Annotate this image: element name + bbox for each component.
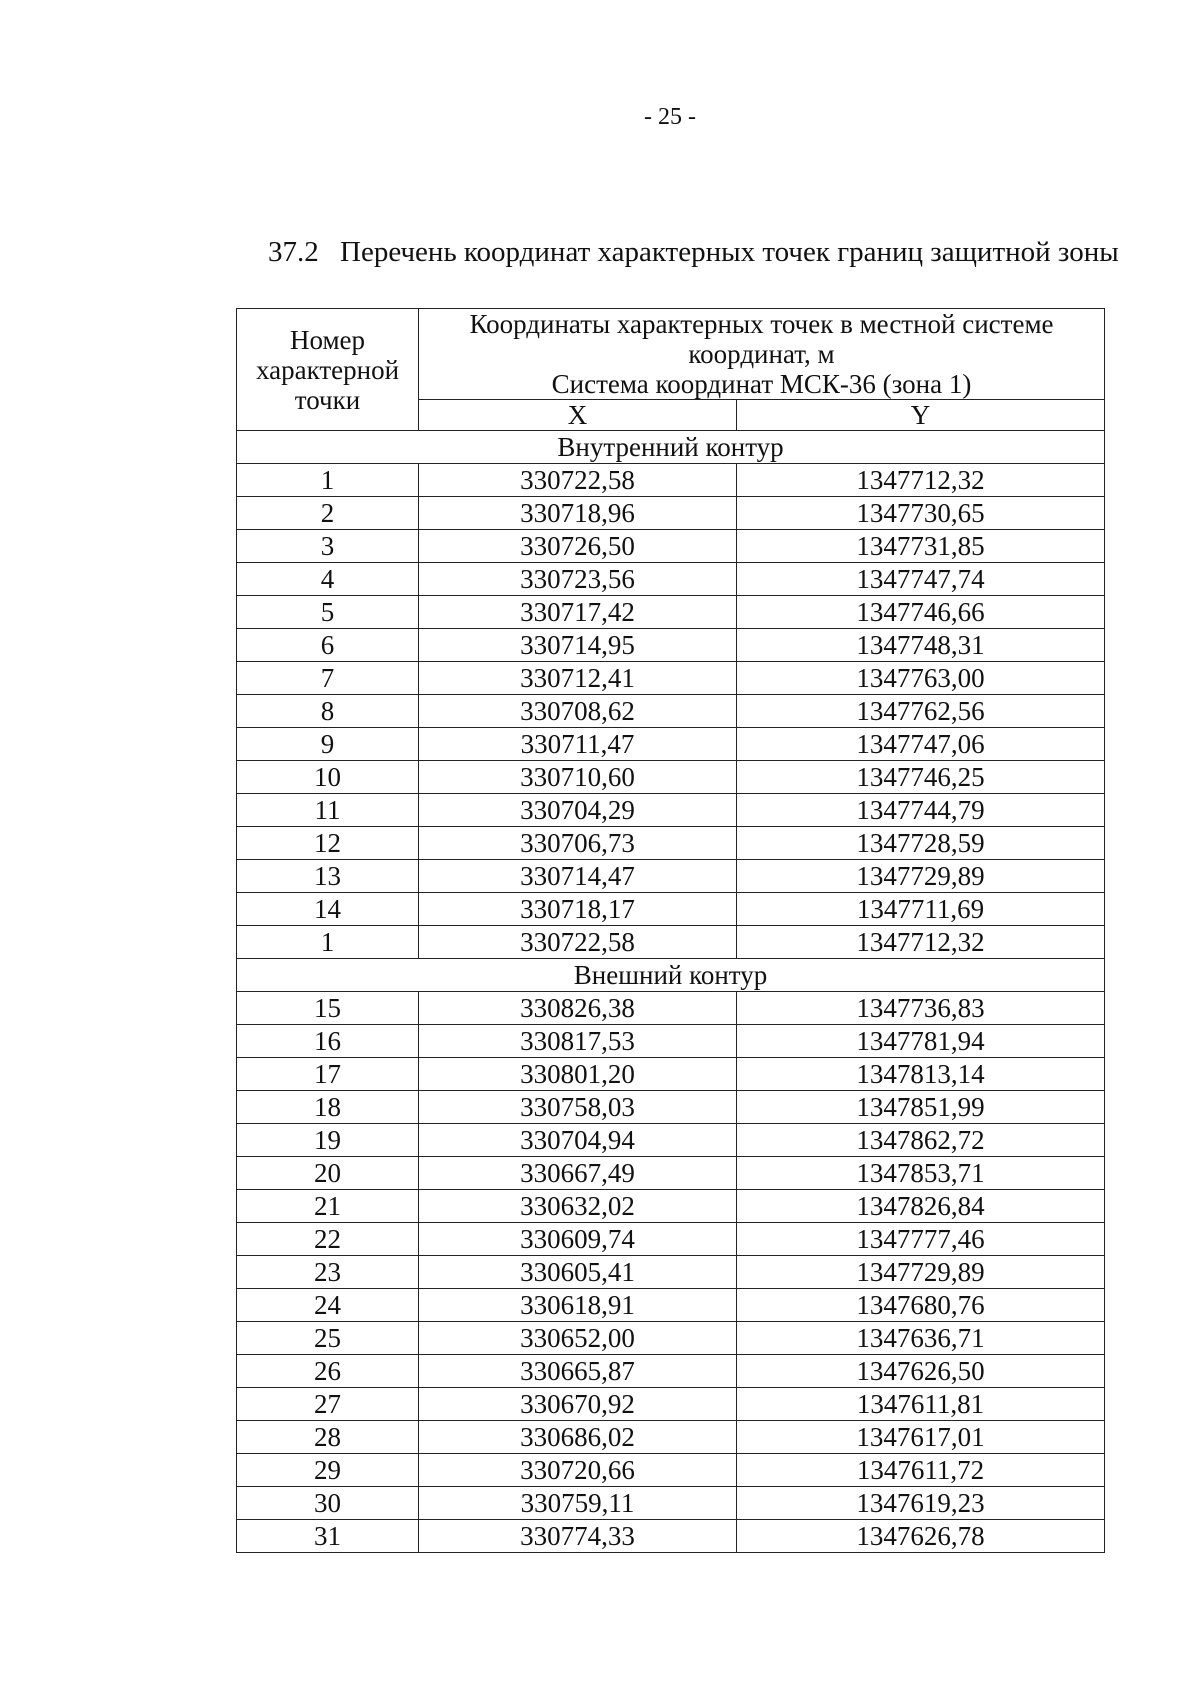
header-y: Y [737,400,1105,431]
table-row [237,1025,1105,1058]
y-coordinate-cell: 1347762,56 [737,695,1105,728]
table-row [237,1487,1105,1520]
table-row [237,1421,1105,1454]
table-row [237,860,1105,893]
y-coordinate-cell: 1347862,72 [737,1124,1105,1157]
point-number-cell: 5 [237,596,419,629]
y-coordinate-cell: 1347712,32 [737,464,1105,497]
y-coordinate-cell: 1347826,84 [737,1190,1105,1223]
y-coordinate-cell: 1347777,46 [737,1223,1105,1256]
header-coords-title-line: координат, м [688,339,835,369]
y-coordinate-cell: 1347853,71 [737,1157,1105,1190]
point-number-cell: 27 [237,1388,419,1421]
table-row [237,992,1105,1025]
y-coordinate-cell: 1347729,89 [737,1256,1105,1289]
x-coordinate-cell: 330722,58 [419,926,737,959]
table-row [237,629,1105,662]
point-number-cell: 20 [237,1157,419,1190]
y-coordinate-cell: 1347636,71 [737,1322,1105,1355]
point-number-cell: 6 [237,629,419,662]
x-coordinate-cell: 330609,74 [419,1223,737,1256]
y-coordinate-cell: 1347747,74 [737,563,1105,596]
table-row [237,497,1105,530]
point-number-cell: 29 [237,1454,419,1487]
table-row [237,761,1105,794]
table-body [237,431,1105,1553]
coordinates-table [236,308,1105,1553]
table-row [237,662,1105,695]
y-coordinate-cell: 1347763,00 [737,662,1105,695]
y-coordinate-cell: 1347712,32 [737,926,1105,959]
point-number-cell: 21 [237,1190,419,1223]
point-number-cell: 28 [237,1421,419,1454]
table-row [237,794,1105,827]
section-row [237,431,1105,464]
x-coordinate-cell: 330817,53 [419,1025,737,1058]
point-number-cell: 2 [237,497,419,530]
y-coordinate-cell: 1347619,23 [737,1487,1105,1520]
section-row [237,959,1105,992]
x-coordinate-cell: 330758,03 [419,1091,737,1124]
x-coordinate-cell: 330710,60 [419,761,737,794]
point-number-cell: 12 [237,827,419,860]
header-coords-system: Система координат МСК-36 (зона 1) [551,369,972,399]
y-coordinate-cell: 1347744,79 [737,794,1105,827]
header-point-number-line: характерной [255,354,400,385]
section-title [268,236,1119,269]
x-coordinate-cell: 330670,92 [419,1388,737,1421]
table-header-row [237,309,1105,400]
section-name: Внешний контур [237,959,1105,992]
point-number-cell: 16 [237,1025,419,1058]
x-coordinate-cell: 330722,58 [419,464,737,497]
x-coordinate-cell: 330717,42 [419,596,737,629]
point-number-cell: 19 [237,1124,419,1157]
point-number-cell: 15 [237,992,419,1025]
table-row [237,1520,1105,1553]
x-coordinate-cell: 330714,95 [419,629,737,662]
point-number-cell: 26 [237,1355,419,1388]
header-point-number-line: Номер [289,324,366,355]
table-row [237,1322,1105,1355]
y-coordinate-cell: 1347781,94 [737,1025,1105,1058]
y-coordinate-cell: 1347680,76 [737,1289,1105,1322]
y-coordinate-cell: 1347617,01 [737,1421,1105,1454]
point-number-cell: 24 [237,1289,419,1322]
table-row [237,596,1105,629]
y-coordinate-cell: 1347728,59 [737,827,1105,860]
page-number: - 25 - [644,104,696,130]
table-row [237,695,1105,728]
point-number-cell: 7 [237,662,419,695]
header-x: X [419,400,737,431]
x-coordinate-cell: 330720,66 [419,1454,737,1487]
x-coordinate-cell: 330667,49 [419,1157,737,1190]
table-row [237,1355,1105,1388]
point-number-cell: 17 [237,1058,419,1091]
x-coordinate-cell: 330704,94 [419,1124,737,1157]
x-coordinate-cell: 330686,02 [419,1421,737,1454]
point-number-cell: 18 [237,1091,419,1124]
y-coordinate-cell: 1347611,72 [737,1454,1105,1487]
y-coordinate-cell: 1347747,06 [737,728,1105,761]
point-number-cell: 23 [237,1256,419,1289]
section-number: 37.2 [268,236,319,268]
section-name: Внутренний контур [237,431,1105,464]
x-coordinate-cell: 330708,62 [419,695,737,728]
header-coords-title-line: Координаты характерных точек в местной системе [469,309,1054,339]
table-row [237,1256,1105,1289]
x-coordinate-cell: 330706,73 [419,827,737,860]
x-coordinate-cell: 330718,17 [419,893,737,926]
point-number-cell: 31 [237,1520,419,1553]
y-coordinate-cell: 1347746,66 [737,596,1105,629]
x-coordinate-cell: 330723,56 [419,563,737,596]
x-coordinate-cell: 330652,00 [419,1322,737,1355]
y-coordinate-cell: 1347851,99 [737,1091,1105,1124]
section-title-text: Перечень координат характерных точек границ защитной зоны [340,236,1119,268]
point-number-cell: 3 [237,530,419,563]
y-coordinate-cell: 1347626,50 [737,1355,1105,1388]
x-coordinate-cell: 330726,50 [419,530,737,563]
x-coordinate-cell: 330665,87 [419,1355,737,1388]
header-point-number-line: точки [294,384,361,415]
y-coordinate-cell: 1347736,83 [737,992,1105,1025]
table-row [237,1223,1105,1256]
point-number-cell: 4 [237,563,419,596]
table-row [237,1124,1105,1157]
x-coordinate-cell: 330712,41 [419,662,737,695]
x-coordinate-cell: 330718,96 [419,497,737,530]
x-coordinate-cell: 330711,47 [419,728,737,761]
table-row [237,893,1105,926]
table-row [237,1190,1105,1223]
table-row [237,1157,1105,1190]
y-coordinate-cell: 1347746,25 [737,761,1105,794]
y-coordinate-cell: 1347748,31 [737,629,1105,662]
table-row [237,464,1105,497]
point-number-cell: 8 [237,695,419,728]
point-number-cell: 13 [237,860,419,893]
table-row [237,1388,1105,1421]
header-coordinates [419,309,1105,400]
table-row [237,1091,1105,1124]
table-row [237,1454,1105,1487]
x-coordinate-cell: 330618,91 [419,1289,737,1322]
x-coordinate-cell: 330704,29 [419,794,737,827]
point-number-cell: 11 [237,794,419,827]
point-number-cell: 25 [237,1322,419,1355]
y-coordinate-cell: 1347611,81 [737,1388,1105,1421]
x-coordinate-cell: 330826,38 [419,992,737,1025]
table-row [237,1058,1105,1091]
table-row [237,728,1105,761]
y-coordinate-cell: 1347731,85 [737,530,1105,563]
y-coordinate-cell: 1347730,65 [737,497,1105,530]
point-number-cell: 22 [237,1223,419,1256]
x-coordinate-cell: 330632,02 [419,1190,737,1223]
point-number-cell: 9 [237,728,419,761]
x-coordinate-cell: 330774,33 [419,1520,737,1553]
y-coordinate-cell: 1347626,78 [737,1520,1105,1553]
header-point-number [237,309,419,431]
point-number-cell: 1 [237,464,419,497]
table-row [237,827,1105,860]
table-row [237,530,1105,563]
table-row [237,926,1105,959]
table-row [237,1289,1105,1322]
x-coordinate-cell: 330759,11 [419,1487,737,1520]
x-coordinate-cell: 330714,47 [419,860,737,893]
table-row [237,563,1105,596]
x-coordinate-cell: 330801,20 [419,1058,737,1091]
point-number-cell: 30 [237,1487,419,1520]
x-coordinate-cell: 330605,41 [419,1256,737,1289]
point-number-cell: 10 [237,761,419,794]
y-coordinate-cell: 1347729,89 [737,860,1105,893]
y-coordinate-cell: 1347711,69 [737,893,1105,926]
point-number-cell: 1 [237,926,419,959]
y-coordinate-cell: 1347813,14 [737,1058,1105,1091]
point-number-cell: 14 [237,893,419,926]
